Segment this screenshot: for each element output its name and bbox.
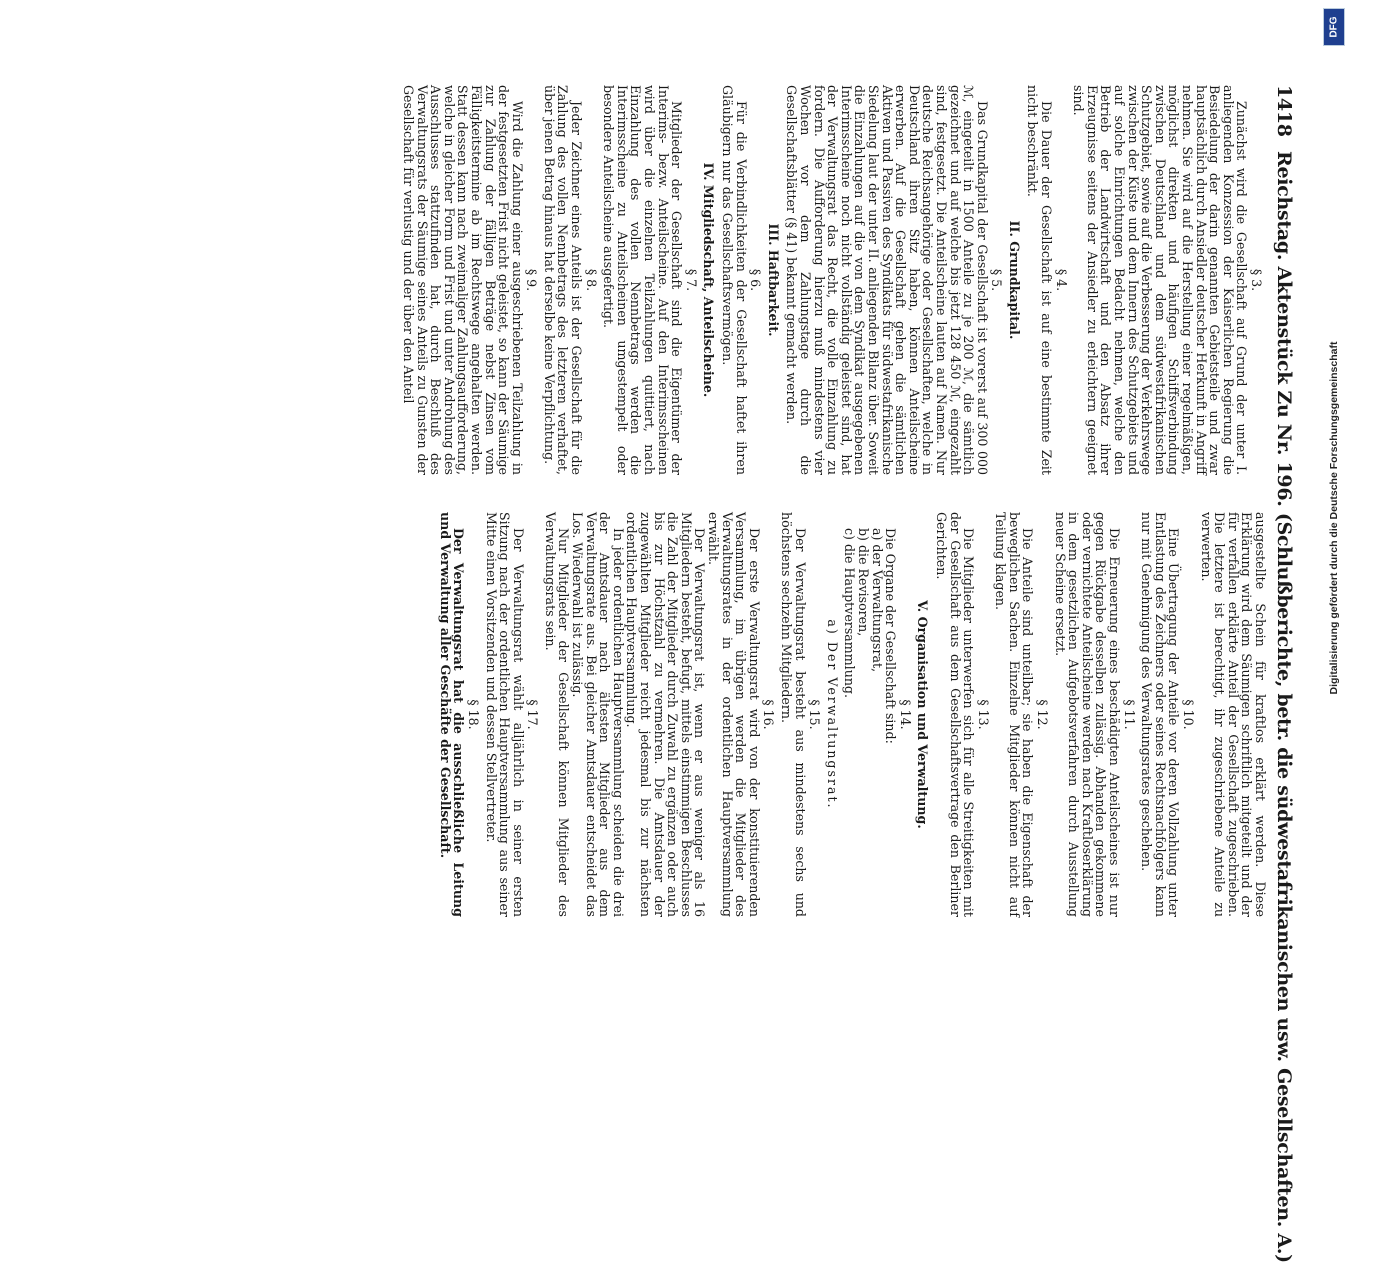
section-heading: § 16.: [761, 699, 777, 730]
paragraph: Der Verwaltungsrat besteht aus mindestens sechs und höchstens sechzehn Mitgliedern.: [779, 512, 808, 917]
right-text-column: [438, 512, 1267, 917]
section-heading: § 7.: [683, 268, 699, 292]
section-heading: § 17.: [525, 699, 541, 730]
dfg-logo: DFG: [1323, 8, 1345, 46]
paragraph: Jeder Zeichner eines Anteils ist der Gesellschaft für die Zahlung des vollen Nennbetrags des letzteren verhaftet, über jenen Betrag hinaus hat derselbe keine Verpflichtung.: [541, 85, 585, 475]
section-heading: § 5.: [989, 268, 1005, 292]
section-heading: § 8.: [583, 268, 599, 292]
section-heading: § 12.: [1035, 699, 1051, 730]
paragraph: Der Verwaltungsrat hat die ausschließliche Leitung und Verwaltung aller Geschäfte der Gesellschaft.: [437, 512, 467, 917]
paragraph: Die Organe der Gesellschaft sind:: [883, 528, 899, 744]
section-heading: § 13.: [975, 699, 991, 730]
paragraph: Für die Verbindlichkeiten der Gesellschaft haftet ihren Gläubigern nur das Gesellschaftsvermögen.: [720, 85, 749, 475]
section-heading: § 3.: [1249, 268, 1264, 292]
paragraph: Nur Mitglieder der Gesellschaft können Mitglieder des Verwaltungsrats sein.: [542, 512, 572, 917]
section-heading: § 9.: [524, 268, 540, 292]
section-heading: § 11.: [1121, 699, 1137, 730]
paragraph: In jeder ordentlichen Hauptversammlung scheiden die drei der Amtsdauer nach ältesten Mitglieder aus dem Verwaltungsrate aus. Bei gleicher Amtsdauer entscheidet das Los. Wiederwahl ist zulässig.: [570, 512, 626, 917]
list-item: c) die Hauptversammlung.: [842, 528, 858, 698]
paragraph: Der erste Verwaltungsrat wird von der konstituierenden Versammlung, im übrigen werden die Mitglieder des Verwaltungsrates in der ordentlichen Hauptversammlung erwählt.: [706, 512, 762, 917]
paragraph: Die Dauer der Gesellschaft ist auf eine bestimmte Zeit nicht beschränkt.: [1025, 85, 1055, 475]
section-heading: § 15.: [807, 699, 823, 730]
left-text-column: [401, 85, 1267, 475]
paragraph: Wird die Zahlung einer ausgeschriebenen Teilzahlung in der festgesetzten Frist nicht geleistet, so kann der Säumige zur Zahlung der fälligen Beträge nebst Zinsen vom Fälligkeitstermine ab im Rechtswege angehalten werden. Statt dessen kann nach zweimaliger Zahlungsaufforderung, welche in gleicher Form und Frist und unter Androhung des Ausschlusses stattzufinden hat, durch Beschluß des Verwaltungsrats der Säumige seines Anteils zu Gunsten der Gesellschaft für verlustig und der über den Anteil: [400, 85, 525, 475]
page-number: 1418: [1273, 85, 1295, 137]
digitization-credit: Digitalisierung gefördert durch die Deutsche Forschungsgemeinschaft: [1328, 341, 1340, 695]
paragraph: Der Verwaltungsrat ist, wenn er aus weniger als 16 Mitgliedern besteht, befugt, mittels einstimmigen Beschlusses die Zahl der Mitglieder durch Zuwahl zu ergänzen oder auch bis zur Höchstzahl zu vermehren. Die Amtsdauer der zugewählten Mitglieder reicht jedesmal bis zur nächsten ordentlichen Hauptversammlung.: [624, 512, 708, 917]
chapter-heading: IV. Mitgliedschaft, Anteilscheine.: [701, 162, 717, 398]
paragraph: ausgestellte Schein für kraftlos erklärt werden. Diese Erklärung wird dem Säumigen schriftlich mitgeteilt und der für verfallen erklärte Anteil der Gesellschaft zugeschrieben. Die letztere ist berechtigt, ihr zugeschriebene Anteile zu verwerten.: [1198, 512, 1268, 917]
section-heading: § 6.: [748, 268, 764, 292]
subheading: a) Der Verwaltungsrat.: [824, 619, 840, 810]
paragraph: Zunächst wird die Gesellschaft auf Grund der unter I. anliegenden Konzession der Kaiserlichen Regierung die Besiedelung der darin genannten Gebietsteile und zwar hauptsächlich durch Ansiedler deutscher Herkunft in Angriff nehmen. Sie wird auf die Herstellung einer regelmäßigen, möglichst direkten und häufigen Schiffsverbindung zwischen Deutschland und dem südwestafrikanischen Schutzgebiet, sowie auf die Verbesserung der Verkehrswege zwischen der Küste und dem Innern des Schutzgebiets und auf solche Einrichtungen Bedacht nehmen, welche den Betrieb der Landwirtschaft und den Absatz ihrer Erzeugnisse seitens der Ansiedler zu erleichtern geeignet sind.: [1071, 85, 1250, 475]
page-header: [1273, 85, 1295, 1263]
page-title: Reichstag. Aktenstück Zu Nr. 196. (Schlußberichte, betr. die südwestafrikanischen usw. Gesellschaften. A.): [1273, 151, 1295, 1263]
section-heading: § 10.: [1181, 699, 1197, 730]
list-item: b) die Revisoren,: [855, 528, 871, 637]
digitization-sidebar: [1323, 8, 1345, 983]
paragraph: Die Mitglieder unterwerfen sich für alle Streitigkeiten mit der Gesellschaft aus dem Gesellschaftsvertrage den Berliner Gerichten.: [933, 512, 977, 917]
paragraph: Die Anteile sind unteilbar; sie haben die Eigenschaft der beweglichen Sachen. Einzelne Mitglieder können nicht auf Teilung klagen.: [993, 512, 1036, 917]
paragraph: Mitglieder der Gesellschaft sind die Eigentümer der Interims- bezw. Anteilscheine. Auf den Interimsscheinen wird über die einzelnen Teilzahlungen quittiert, nach Einzahlung des vollen Nennbetrags werden die Interimsscheine zu Anteilscheinen umgestempelt oder besondere Anteilscheine ausgefertigt.: [601, 85, 685, 475]
chapter-heading: III. Haftbarkeit.: [765, 223, 781, 337]
chapter-heading: II. Grundkapital.: [1006, 220, 1022, 340]
list-item: a) der Verwaltungsrat,: [869, 528, 885, 673]
section-heading: § 4.: [1053, 268, 1069, 292]
paragraph: Die Erneuerung eines beschädigten Anteilscheines ist nur gegen Rückgabe desselben zulässig. Abhanden gekommene oder vernichtete Anteilscheine werden nach Kraftloserklärung in dem gesetzlichen Aufgebotsverfahren durch Ausstellung neuer Scheine ersetzt.: [1052, 512, 1123, 917]
section-heading: § 14.: [897, 699, 913, 730]
paragraph: Eine Übertragung der Anteile vor deren Vollzahlung unter Entlastung des Zeichners oder seines Rechtsnachfolgers kann nur mit Genehmigung des Verwaltungsrates geschehen.: [1139, 512, 1182, 917]
chapter-heading: V. Organisation und Verwaltung.: [915, 600, 931, 829]
paragraph: Der Verwaltungsrat wählt alljährlich in seiner ersten Sitzung nach der ordentlichen Hauptversammlung aus seiner Mitte einen Vorsitzenden und dessen Stellvertreter.: [483, 512, 526, 917]
paragraph: Das Grundkapital der Gesellschaft ist vorerst auf 300 000 ℳ, eingeteilt in 1500 Anteile zu je 200 ℳ, die sämtlich gezeichnet und auf welche bis jetzt 128 450 ℳ, eingezahlt sind, festgesetzt. Die Anteilscheine lauten auf Namen. Nur deutsche Reichsangehörige oder Gesellschaften, welche in Deutschland ihren Sitz haben, können Anteilscheine erwerben. Auf die Gesellschaft gehen die sämtlichen Aktiven und Passiven des Syndikats für südwestafrikanische Siedelung laut der unter II. anliegenden Bilanz über. Soweit die Einzahlungen auf die von dem Syndikat ausgegebenen Interimsscheine noch nicht vollständig geleistet sind, hat der Verwaltungsrat das Recht, die volle Einzahlung zu fordern. Die Aufforderung hierzu muß mindestens vier Wochen vor dem Zahlungstage durch die Gesellschaftsblätter (§ 41) bekannt gemacht werden.: [784, 85, 990, 475]
section-heading: § 18.: [465, 699, 481, 730]
